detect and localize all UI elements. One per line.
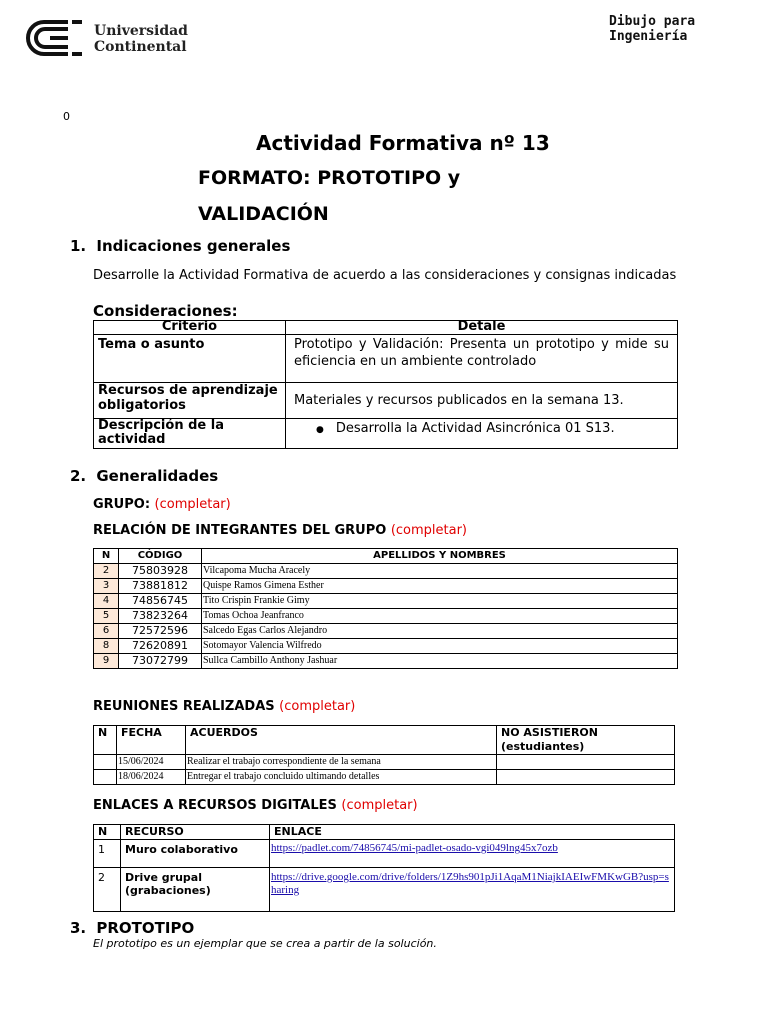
link-resource: Muro colaborativo — [121, 840, 270, 868]
detail-cell — [286, 335, 678, 383]
meetings-table — [93, 725, 675, 785]
detail-cell: Materiales y recursos publicados en la semana 13. — [286, 383, 678, 419]
member-n: 6 — [94, 624, 119, 639]
members-header-row — [94, 549, 678, 564]
format-title-line1: FORMATO: PROTOTIPO y — [198, 167, 461, 189]
meetings-header-row — [94, 726, 675, 755]
table-row — [94, 840, 675, 868]
member-n: 9 — [94, 654, 119, 669]
meeting-date: 15/06/2024 — [117, 755, 186, 770]
link-n: 1 — [94, 840, 121, 868]
member-n: 2 — [94, 564, 119, 579]
detail-line: eficiencia en un ambiente controlado — [294, 354, 537, 369]
table-row — [94, 564, 678, 579]
member-n: 4 — [94, 594, 119, 609]
links-label-text: ENLACES A RECURSOS DIGITALES — [93, 798, 337, 813]
meetings-complete: (completar) — [279, 699, 356, 714]
table-row — [94, 383, 678, 419]
meeting-agreement: Realizar el trabajo correspondiente de la semana — [186, 755, 497, 770]
meetings-label-text: REUNIONES REALIZADAS — [93, 699, 275, 714]
member-code: 72620891 — [119, 639, 202, 654]
course-name-line2: Ingeniería — [609, 29, 688, 44]
section1-number: 1. — [70, 237, 87, 255]
criterion-cell: Tema o asunto — [94, 335, 286, 383]
table-row — [94, 579, 678, 594]
members-complete: (completar) — [390, 523, 468, 538]
section2-number: 2. — [70, 467, 87, 485]
table-row — [94, 770, 675, 785]
meeting-agreement: Entregar el trabajo concluido ultimando detalles — [186, 770, 497, 785]
members-label — [93, 523, 467, 538]
col-n: N — [94, 825, 121, 840]
meeting-n — [94, 770, 117, 785]
col-n: N — [94, 726, 117, 755]
course-name — [609, 14, 695, 44]
member-n: 5 — [94, 609, 119, 624]
drive-link[interactable]: https://drive.google.com/drive/folders/1Z9hs901pJi1AqaM1NiajkIAEIwFMKwGB?usp=sharing — [271, 871, 669, 896]
bullet-icon: ● — [316, 425, 324, 435]
section2-title: Generalidades — [96, 467, 219, 485]
university-logo-icon — [24, 16, 88, 60]
section3-heading — [70, 919, 194, 937]
table-row — [94, 335, 678, 383]
considerations-table — [93, 320, 678, 449]
group-label — [93, 497, 231, 512]
meeting-absent — [497, 770, 675, 785]
section3-text: El prototipo es un ejemplar que se crea a partir de la solución. — [93, 937, 437, 950]
considerations-label: Consideraciones: — [93, 302, 238, 320]
table-row — [94, 419, 678, 449]
criterion-cell: Descripción de la actividad — [94, 419, 286, 449]
col-recurso: RECURSO — [121, 825, 270, 840]
links-header-row — [94, 825, 675, 840]
group-label-text: GRUPO: — [93, 497, 151, 512]
link-resource: Drive grupal (grabaciones) — [121, 868, 270, 912]
col-fecha: FECHA — [117, 726, 186, 755]
meeting-absent — [497, 755, 675, 770]
col-no-asistieron: NO ASISTIERON (estudiantes) — [497, 726, 675, 755]
meeting-n — [94, 755, 117, 770]
col-apellidos: APELLIDOS Y NOMBRES — [202, 549, 678, 564]
table-row — [94, 868, 675, 912]
section2-heading — [70, 467, 218, 485]
link-n: 2 — [94, 868, 121, 912]
member-code: 73823264 — [119, 609, 202, 624]
member-code: 72572596 — [119, 624, 202, 639]
member-n: 8 — [94, 639, 119, 654]
meetings-label — [93, 699, 355, 714]
table-row — [94, 624, 678, 639]
criterion-cell: Recursos de aprendizaje obligatorios — [94, 383, 286, 419]
links-complete: (completar) — [341, 798, 418, 813]
detail-cell — [286, 419, 678, 449]
table-row — [94, 594, 678, 609]
section1-heading — [70, 237, 290, 255]
col-detalle: Detale — [286, 321, 678, 335]
member-code: 75803928 — [119, 564, 202, 579]
col-criterio: Criterio — [94, 321, 286, 335]
section1-intro: Desarrolle la Actividad Formativa de acuerdo a las consideraciones y consignas indicadas — [93, 268, 677, 283]
group-complete: (completar) — [154, 497, 231, 512]
table-row — [94, 609, 678, 624]
page-title: Actividad Formativa nº 13 — [256, 131, 550, 155]
university-logo — [24, 16, 88, 60]
meeting-date: 18/06/2024 — [117, 770, 186, 785]
member-name: Tomas Ochoa Jeanfranco — [202, 609, 678, 624]
links-label — [93, 798, 418, 813]
section1-title: Indicaciones generales — [96, 237, 291, 255]
link-url[interactable] — [270, 868, 675, 912]
page-marker: 0 — [63, 110, 70, 123]
university-name-line1: Universidad — [94, 23, 188, 39]
member-name: Sotomayor Valencia Wilfredo — [202, 639, 678, 654]
format-title-line2: VALIDACIÓN — [198, 203, 329, 225]
member-code: 73881812 — [119, 579, 202, 594]
table-header-row — [94, 321, 678, 335]
padlet-link[interactable]: https://padlet.com/74856745/mi-padlet-osado-vgi049lng45x7ozb — [271, 842, 558, 854]
col-enlace: ENLACE — [270, 825, 675, 840]
col-n: N — [94, 549, 119, 564]
detail-line: Prototipo y Validación: Presenta un prototipo y mide su — [294, 337, 669, 352]
university-name-line2: Continental — [94, 39, 187, 55]
members-table — [93, 548, 678, 669]
university-name — [94, 23, 188, 55]
course-name-line1: Dibujo para — [609, 14, 696, 29]
col-acuerdos: ACUERDOS — [186, 726, 497, 755]
member-name: Quispe Ramos Gimena Esther — [202, 579, 678, 594]
detail-text: Desarrolla la Actividad Asincrónica 01 S13. — [335, 421, 615, 436]
member-name: Tito Crispin Frankie Gimy — [202, 594, 678, 609]
member-n: 3 — [94, 579, 119, 594]
member-name: Salcedo Egas Carlos Alejandro — [202, 624, 678, 639]
section3-number: 3. — [70, 919, 87, 937]
links-table — [93, 824, 675, 912]
table-row — [94, 654, 678, 669]
member-code: 74856745 — [119, 594, 202, 609]
member-name: Sullca Cambillo Anthony Jashuar — [202, 654, 678, 669]
member-name: Vilcapoma Mucha Aracely — [202, 564, 678, 579]
section3-title: PROTOTIPO — [96, 919, 195, 937]
col-codigo: CÓDIGO — [119, 549, 202, 564]
table-row — [94, 755, 675, 770]
member-code: 73072799 — [119, 654, 202, 669]
table-row — [94, 639, 678, 654]
members-label-text: RELACIÓN DE INTEGRANTES DEL GRUPO — [93, 523, 387, 538]
link-url[interactable] — [270, 840, 675, 868]
